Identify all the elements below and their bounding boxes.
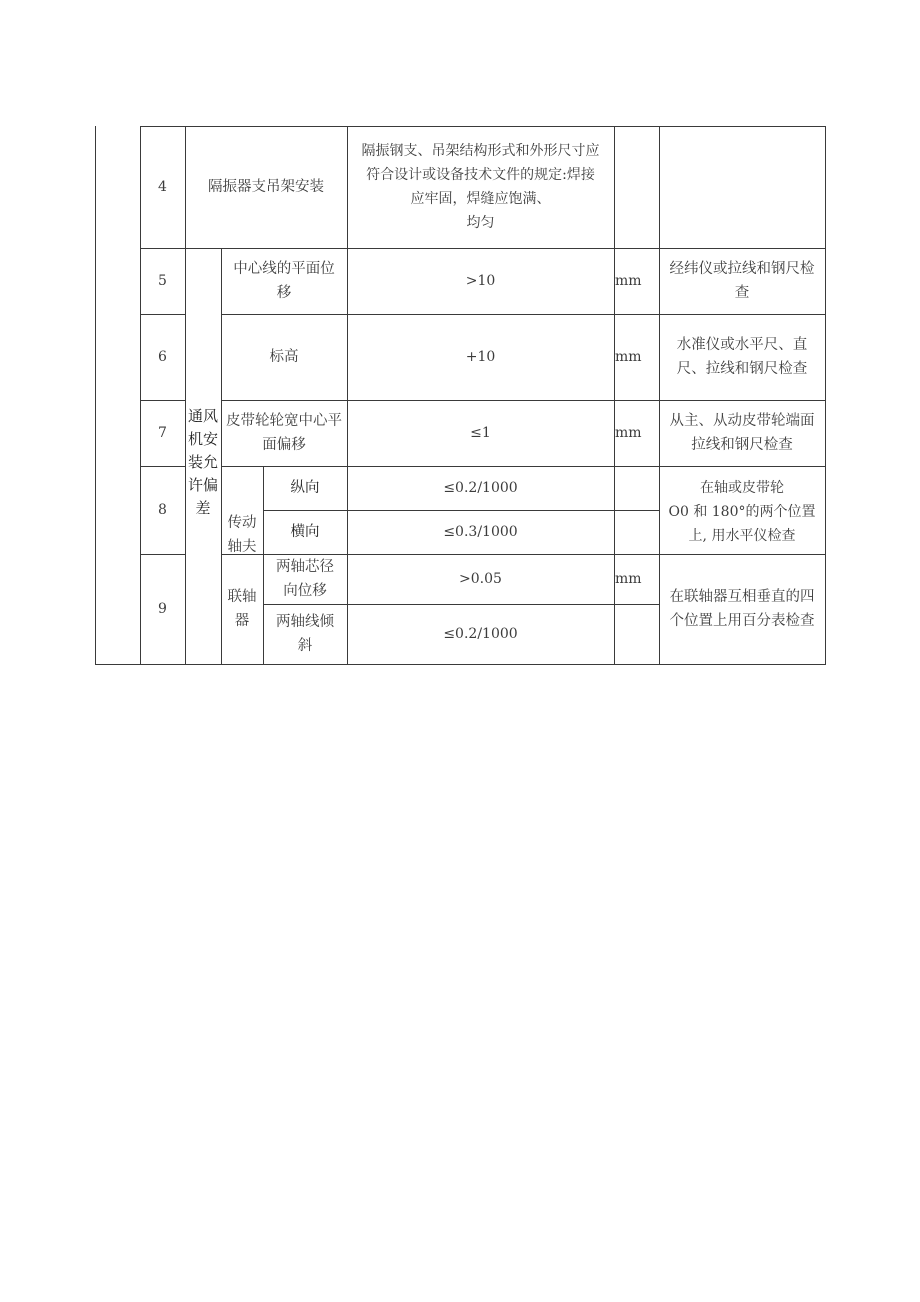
row-8-sub-1-standard: ≤0.2/1000 [443, 480, 518, 496]
category-label: 通风 机安 装允 许偏 差 [187, 406, 218, 517]
row-8-sub-2-label: 横向 [290, 524, 320, 540]
row-6-method: 水准仪或水平尺、直 尺、拉线和钢尺检查 [676, 337, 808, 377]
row-6-number: 6 [158, 349, 167, 365]
row-4-standard: 隔振钢支、吊架结构形式和外形尺寸应 符合设计或设备技术文件的规定:焊接 应牢固，焊缝应饱满、 均匀 [361, 143, 600, 231]
row-5-unit: mm [615, 273, 642, 289]
row-8-sub-2-standard: ≤0.3/1000 [443, 524, 518, 540]
row-5-standard: >10 [465, 273, 496, 289]
row-9-sub-1-standard: >0.05 [459, 571, 502, 587]
row-5-method: 经纬仪或拉线和钢尺检 查 [669, 261, 815, 301]
row-4-item: 隔振器支吊架安装 [208, 179, 324, 195]
row-9-sub-2-label: 两轴线倾 斜 [276, 614, 334, 654]
row-7-unit: mm [615, 425, 642, 441]
row-9-sub-1-label: 两轴芯径 向位移 [276, 559, 334, 599]
row-9-sub-2-standard: ≤0.2/1000 [443, 626, 518, 642]
row-6-standard: +10 [465, 349, 496, 365]
row-6-unit: mm [615, 349, 642, 365]
row-7-method: 从主、从动皮带轮端面 拉线和钢尺检查 [669, 413, 815, 453]
row-5-number: 5 [158, 273, 167, 289]
row-8-sub-1-label: 纵向 [290, 480, 320, 496]
row-9-group: 联轴 器 [227, 589, 257, 629]
row-4-number: 4 [158, 179, 167, 195]
row-6-item: 标高 [269, 349, 299, 365]
row-5-item: 中心线的平面位 移 [233, 261, 335, 301]
row-8-method: 在轴或皮带轮 O0 和 180°的两个位置 上, 用水平仪检查 [668, 480, 816, 544]
row-8-group: 传动 轴夫 [227, 515, 257, 555]
row-9-sub-1-unit: mm [615, 571, 642, 587]
row-7-number: 7 [158, 425, 167, 441]
row-8-number: 8 [158, 502, 167, 518]
row-9-method: 在联轴器互相垂直的四 个位置上用百分表检查 [669, 589, 815, 629]
row-7-standard: ≤1 [470, 425, 491, 441]
row-7-item: 皮带轮轮宽中心平 面偏移 [226, 413, 342, 453]
row-9-number: 9 [158, 601, 167, 617]
